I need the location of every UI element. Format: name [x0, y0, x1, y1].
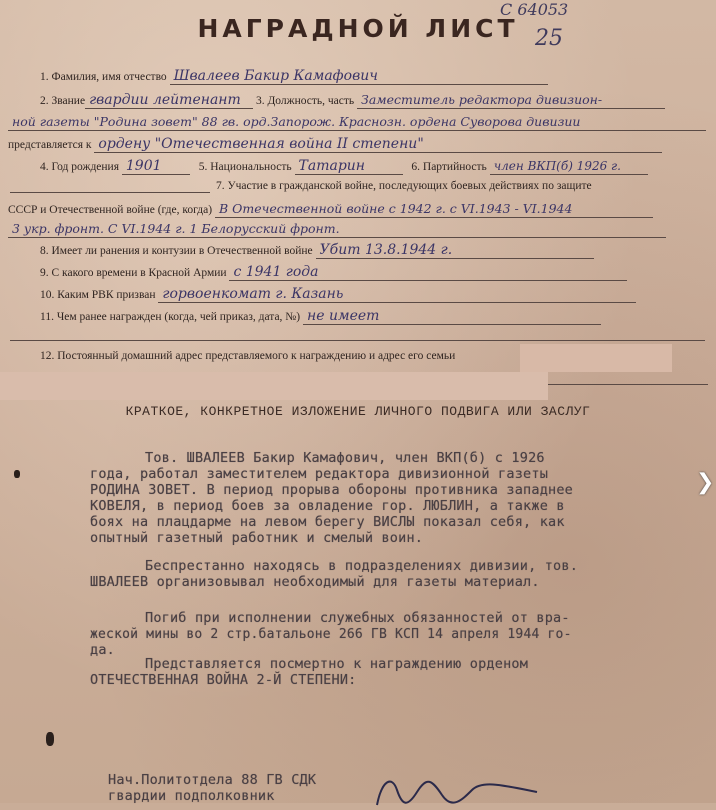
- narrative-line: ШВАЛЕЕВ организовывал необходимый для газеты материал.: [90, 574, 540, 590]
- signature-mark: [372, 770, 542, 810]
- redaction-block-2: [0, 372, 548, 400]
- field-12-rule: [548, 384, 708, 385]
- field-9-value: с 1941 года: [229, 264, 627, 281]
- field-3-row-2: [8, 114, 706, 131]
- narrative-line: да.: [90, 642, 115, 658]
- field-10-label: 10. Каким РВК призван: [40, 289, 156, 301]
- signature-rank-line: гвардии подполковник: [108, 788, 275, 804]
- field-10-value: горвоенкомат г. Казань: [158, 286, 636, 303]
- field-5-value: Татарин: [295, 158, 403, 175]
- field-8-value: Убит 13.8.1944 г.: [316, 242, 594, 259]
- field-5-label: 5. Национальность: [198, 161, 292, 173]
- narrative-line: жеской мины во 2 стр.батальоне 266 ГВ КСП 14 апреля 1944 го-: [90, 627, 572, 642]
- narrative-line: Погиб при исполнении служебных обязанностей от вра-: [145, 610, 570, 626]
- field-6-value: член ВКП(б) 1926 г.: [490, 158, 648, 175]
- field-8-label: 8. Имеет ли ранения и контузии в Отечественной войне: [40, 245, 313, 257]
- narrative-line: года, работал заместителем редактора дивизионной газеты: [90, 466, 549, 482]
- field-4-value: 1901: [122, 158, 190, 175]
- field-4-5-6-row: [40, 158, 648, 175]
- field-1-row: [40, 68, 548, 85]
- field-7-label-1: 7. Участие в гражданской войне, последующих боевых действиях по защите: [216, 180, 592, 192]
- field-2-3-row: [40, 92, 665, 109]
- field-6-label: 6. Партийность: [411, 161, 487, 173]
- field-1-value: Швалеев Бакир Камафович: [170, 68, 548, 85]
- corner-number: 25: [535, 26, 563, 51]
- field-11-value: не имеет: [303, 308, 601, 325]
- field-10-row: [40, 286, 636, 303]
- field-11-row: [40, 308, 601, 325]
- narrative-line: Тов. ШВАЛЕЕВ Бакир Камафович, член ВКП(б) с 1926: [145, 450, 545, 466]
- represented-value: ордену "Отечественная война II степени": [94, 136, 662, 153]
- next-page-arrow-icon[interactable]: ❯: [696, 470, 715, 495]
- document-title: НАГРАДНОЙ ЛИСТ: [197, 14, 519, 43]
- narrative-line: РОДИНА ЗОВЕТ. В период прорыва обороны противника западнее: [90, 482, 574, 498]
- field-11-rule: [10, 340, 705, 341]
- field-9-label: 9. С какого времени в Красной Армии: [40, 267, 227, 279]
- narrative-line: ОТЕЧЕСТВЕННАЯ ВОЙНА 2-Й СТЕПЕНИ:: [90, 672, 357, 688]
- field-7-label-2: СССР и Отечественной войне (где, когда): [8, 204, 213, 216]
- ink-mark: [14, 470, 20, 478]
- field-7-blank-rule: [10, 192, 210, 193]
- field-2-value: гвардии лейтенант: [85, 92, 253, 109]
- field-7-value-2: 3 укр. фронт. С VI.1944 г. 1 Белорусский фронт.: [8, 221, 666, 238]
- field-7-row-3: [8, 221, 666, 238]
- narrative-line: опытный газетный работник и смелый воин.: [90, 530, 424, 546]
- field-3-value-1: Заместитель редактора дивизион-: [357, 92, 665, 109]
- field-7-value-1: В Отечественной войне с 1942 г. с VI.1943 - VI.1944: [215, 201, 653, 218]
- corner-handwriting: С 64053: [500, 0, 569, 19]
- narrative-line: боях на плацдарме на левом берегу ВИСЛЫ показал себя, как: [90, 514, 565, 530]
- field-3-value-2: ной газеты "Родина зовет" 88 гв. орд.Запорож. Краснозн. ордена Суворова дивизии: [8, 114, 706, 131]
- ink-mark: [46, 732, 54, 746]
- field-11-label: 11. Чем ранее награжден (когда, чей приказ, дата, №): [40, 311, 301, 323]
- represented-label: представляется к: [8, 139, 92, 151]
- field-9-row: [40, 264, 627, 281]
- field-3-label: 3. Должность, часть: [255, 95, 355, 107]
- field-3-row-3: [8, 136, 662, 153]
- field-12-label: 12. Постоянный домашний адрес представляемого к награждению и адрес его семьи: [40, 350, 456, 362]
- narrative-heading: КРАТКОЕ, КОНКРЕТНОЕ ИЗЛОЖЕНИЕ ЛИЧНОГО ПОДВИГА ИЛИ ЗАСЛУГ: [125, 404, 591, 419]
- narrative-line: Беспрестанно находясь в подразделениях дивизии, тов.: [145, 558, 579, 574]
- field-7-row-2: [8, 201, 653, 218]
- field-8-row: [40, 242, 594, 259]
- field-1-label: 1. Фамилия, имя отчество: [40, 71, 167, 83]
- signature-title-line: Нач.Политотдела 88 ГВ СДК: [108, 772, 317, 788]
- narrative-line: Представляется посмертно к награждению орденом: [145, 656, 529, 672]
- narrative-line: КОВЕЛЯ, в период боев за овладение гор. ЛЮБЛИН, а также в: [90, 498, 565, 514]
- field-4-label: 4. Год рождения: [40, 161, 119, 173]
- field-2-label: 2. Звание: [40, 95, 86, 107]
- redaction-block-1: [520, 344, 672, 372]
